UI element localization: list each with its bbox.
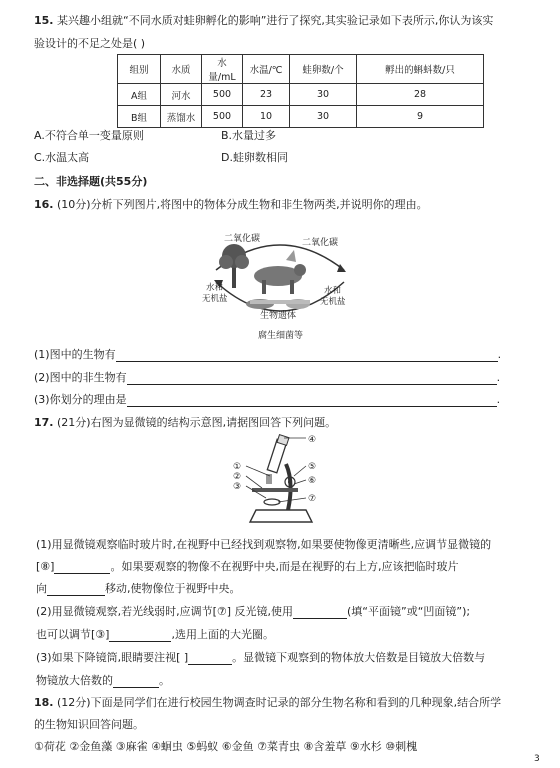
table-header-row xyxy=(118,55,484,84)
q16-number: 16. xyxy=(34,198,54,211)
q17-part2-line2 xyxy=(36,626,274,642)
q17-part3-line2 xyxy=(36,672,170,688)
q16-stem xyxy=(34,196,428,212)
table-header-cell: 蛙卵数/个 xyxy=(290,55,357,84)
table-cell: 28 xyxy=(357,84,484,106)
q18-stem-1 xyxy=(34,694,501,710)
q16-answer-1: (1)图中的生物有 . xyxy=(34,348,502,361)
table-cell: 10 xyxy=(243,106,290,128)
table-header-cell: 水温/℃ xyxy=(243,55,290,84)
page-number: 3 xyxy=(534,754,540,764)
table-header-cell: 水质 xyxy=(161,55,202,84)
microscope-mirror xyxy=(264,499,280,505)
q17-part1-line3 xyxy=(36,580,241,596)
table-cell: A组 xyxy=(118,84,161,106)
answer-blank[interactable] xyxy=(54,561,110,574)
label-co2-right: 二氧化碳 xyxy=(302,238,339,248)
table-cell: 500 xyxy=(202,106,243,128)
q15-option-a: A.不符合单一变量原则 xyxy=(34,129,144,142)
q18-text: (12分)下面是同学们在进行校园生物调查时记录的部分生物名称和看到的几种现象,结合所学 xyxy=(57,696,502,709)
q15-number: 15. xyxy=(34,14,54,27)
q17-text: (21分)右图为显微镜的结构示意图,请据图回答下列问题。 xyxy=(57,416,337,429)
q17-part1-to: 向 xyxy=(36,582,47,595)
q17-part1-move: 移动,使物像位于视野中央。 xyxy=(105,582,241,595)
table-cell: 30 xyxy=(290,106,357,128)
microscope-label-7: ⑦ xyxy=(308,494,317,504)
q15-option-d: D.蛙卵数相同 xyxy=(221,151,288,164)
q16-answer-2-label: (2)图中的非生物有 xyxy=(34,371,127,384)
remains-icon xyxy=(246,299,310,309)
microscope-label-4: ④ xyxy=(308,435,317,445)
q15-stem-2: 验设计的不足之处是( ) xyxy=(34,37,146,50)
q17-part3-objective: 物镜放大倍数的 xyxy=(36,674,113,687)
microscope-label-3: ③ xyxy=(233,482,242,492)
section-heading: 二、非选择题(共55分) xyxy=(34,175,148,188)
table-cell: 蒸馏水 xyxy=(161,106,202,128)
q17-part2-line1 xyxy=(36,603,470,619)
table-cell: 9 xyxy=(357,106,484,128)
q16-answer-3: (3)你划分的理由是 . xyxy=(34,393,501,406)
microscope-diagram xyxy=(232,432,332,526)
microscope-label-2: ② xyxy=(233,472,242,482)
table-row xyxy=(118,84,484,106)
table-cell: B组 xyxy=(118,106,161,128)
microscope-label-5: ⑤ xyxy=(308,462,317,472)
q18-number: 18. xyxy=(34,696,54,709)
q16-text: (10分)分析下列图片,将图中的物体分成生物和非生物两类,并说明你的理由。 xyxy=(57,198,428,211)
table-cell: 河水 xyxy=(161,84,202,106)
q18-stem-2: 的生物知识回答问题。 xyxy=(34,718,144,731)
label-water-right-2: 无机盐 xyxy=(320,297,346,307)
table-cell: 23 xyxy=(243,84,290,106)
q17-part1-line2 xyxy=(36,558,458,574)
q17-part2-aperture: ,选用上面的大光圈。 xyxy=(171,628,274,641)
q17-part1-line1: (1)用显微镜观察临时玻片时,在视野中已经找到观察物,如果要使物像更清晰些,应调节显微镜的 xyxy=(36,538,492,551)
q17-part3-line1 xyxy=(36,649,485,665)
answer-blank[interactable] xyxy=(109,629,171,642)
q15-stem-1: 某兴趣小组就“不同水质对蛙卵孵化的影响”进行了探究,其实验记录如下表所示,你认为该实 xyxy=(57,14,494,27)
answer-blank[interactable] xyxy=(116,349,498,362)
table-header-cell: 水量/mL xyxy=(202,55,243,84)
answer-blank[interactable] xyxy=(293,606,347,619)
table-header-cell: 孵出的蝌蚪数/只 xyxy=(357,55,484,84)
q17-part2-adjust: 也可以调节[③] xyxy=(36,628,110,641)
q15-table xyxy=(117,54,484,128)
label-water-left-2: 无机盐 xyxy=(202,294,228,304)
table-cell: 30 xyxy=(290,84,357,106)
label-bacteria: 腐生细菌等 xyxy=(258,331,304,341)
q16-answer-3-label: (3)你划分的理由是 xyxy=(34,393,127,406)
q17-part3-magnification: 。显微镜下观察到的物体放大倍数是目镜放大倍数与 xyxy=(232,651,486,664)
answer-blank[interactable] xyxy=(188,652,232,665)
q17-number: 17. xyxy=(34,416,54,429)
q16-answer-1-label: (1)图中的生物有 xyxy=(34,348,116,361)
q15-option-c: C.水温太高 xyxy=(34,151,90,164)
q17-part2-hint: (填“平面镜”或“凹面镜”); xyxy=(347,605,471,618)
table-row xyxy=(118,106,484,128)
q17-part2-text: (2)用显微镜观察,若光线弱时,应调节[⑦] 反光镜,使用 xyxy=(36,605,294,618)
microscope-label-6: ⑥ xyxy=(308,476,317,486)
table-cell: 500 xyxy=(202,84,243,106)
q17-part1-bracket: [⑧] xyxy=(36,560,55,573)
answer-blank[interactable] xyxy=(127,394,497,407)
q17-part1-text: 。如果要观察的物像不在视野中央,而是在视野的右上方,应该把临时玻片 xyxy=(110,560,459,573)
animal-icon xyxy=(254,250,306,294)
q16-answer-2: (2)图中的非生物有 . xyxy=(34,371,501,384)
answer-blank[interactable] xyxy=(127,372,497,385)
label-co2-left: 二氧化碳 xyxy=(224,234,261,244)
microscope-fine-knob xyxy=(288,480,292,484)
label-remains: 生物遗体 xyxy=(260,311,297,321)
q18-item-list: ①荷花 ②金鱼藻 ③麻雀 ④蛔虫 ⑤蚂蚁 ⑥金鱼 ⑦菜青虫 ⑧含羞草 ⑨水杉 ⑩刺槐 xyxy=(34,740,418,753)
microscope-base xyxy=(250,510,312,522)
answer-blank[interactable] xyxy=(47,583,105,596)
q17-part3-end: 。 xyxy=(159,674,170,687)
q17-part3-text: (3)如果下降镜筒,眼睛要注视[ ] xyxy=(36,651,189,664)
tree-icon xyxy=(219,244,249,288)
table-header-cell: 组别 xyxy=(118,55,161,84)
microscope-stage xyxy=(252,488,298,492)
label-water-left-1: 水和 xyxy=(206,283,224,293)
q15-line1 xyxy=(34,12,493,28)
ecosystem-cycle-diagram xyxy=(200,220,360,342)
answer-blank[interactable] xyxy=(113,675,159,688)
microscope-label-1: ① xyxy=(233,462,242,472)
q17-stem xyxy=(34,414,336,430)
q15-option-b: B.水量过多 xyxy=(221,129,277,142)
label-water-right-1: 水和 xyxy=(324,286,342,296)
